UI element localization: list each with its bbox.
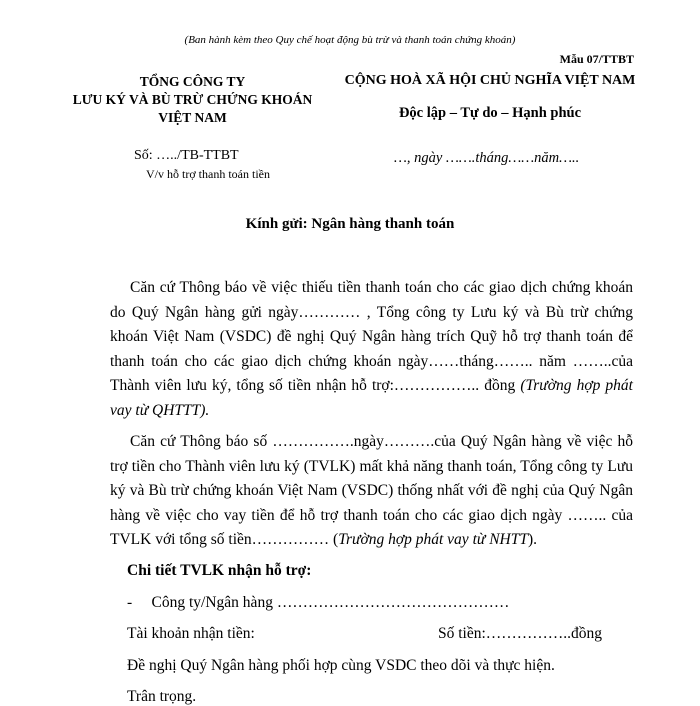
top-note: (Ban hành kèm theo Quy chế hoạt động bù trừ và thanh toán chứng khoán): [184, 34, 516, 46]
closing-line: Trân trọng.: [127, 688, 197, 705]
detail-heading: Chi tiết TVLK nhận hỗ trợ:: [127, 562, 312, 579]
org-line-2: LƯU KÝ VÀ BÙ TRỪ CHỨNG KHOÁN: [72, 92, 313, 107]
national-header: [330, 73, 650, 122]
paragraph-2-text: Căn cứ Thông báo số …………….ngày……….của Quý Ngân hàng về việc hỗ trợ tiền cho Thành viên lưu ký (TVLK) mất khả năng thanh toán, Tổng công ty Lưu ký và Bù trừ chứng khoán Việt Nam (VSDC) thống nhất với đề nghị của Quý Ngân hàng về việc cho vay tiền để hỗ trợ thanh toán cho các giao dịch ngày …….. của TVLK với tổng số tiền…………… (: [110, 433, 633, 548]
organization-name: [55, 73, 330, 127]
nation-motto: Độc lập – Tự do – Hạnh phúc: [398, 105, 582, 121]
amount-line: Số tiền:……………..đồng: [438, 625, 603, 642]
nation-title: CỘNG HOÀ XÃ HỘI CHỦ NGHĨA VIỆT NAM: [344, 73, 636, 88]
org-line-1: TỔNG CÔNG TY: [139, 74, 246, 89]
paragraph-1-text: Căn cứ Thông báo về việc thiếu tiền thanh toán cho các giao dịch chứng khoán do Quý Ngân hàng gửi ngày………… , Tổng công ty Lưu ký và Bù trừ chứng khoán Việt Nam (VSDC) đề nghị Quý Ngân hàng trích Quỹ hỗ trợ thanh toán để thanh toán cho các giao dịch chứng khoán ngày……tháng…….. năm ……..của Thành viên lưu ký, tổng số tiền nhận hỗ trợ:…………….. đồng: [110, 279, 633, 394]
paragraph-2-note: Trường hợp phát vay từ NHTT: [338, 531, 528, 548]
paragraph-1-note: (Trường hợp phát vay từ QHTTT).: [110, 377, 633, 419]
document-number: Số: …../TB-TTBT: [134, 148, 239, 163]
date-line: …, ngày …….tháng……năm…..: [394, 150, 580, 166]
form-code: Mẫu 07/TTBT: [559, 52, 634, 66]
company-line: - Công ty/Ngân hàng ………………………………………: [127, 594, 510, 611]
document-subject: V/v hỗ trợ thanh toán tiền: [146, 167, 270, 181]
recipient-line: Kính gửi: Ngân hàng thanh toán: [245, 216, 455, 232]
paragraph-2: [110, 430, 633, 553]
account-line: Tài khoản nhận tiền:: [127, 625, 255, 642]
org-line-3: VIỆT NAM: [158, 110, 227, 125]
request-line: Đề nghị Quý Ngân hàng phối hợp cùng VSDC theo dõi và thực hiện.: [127, 657, 555, 674]
paragraph-1: [110, 276, 633, 423]
paragraph-2-end: ).: [527, 531, 538, 548]
